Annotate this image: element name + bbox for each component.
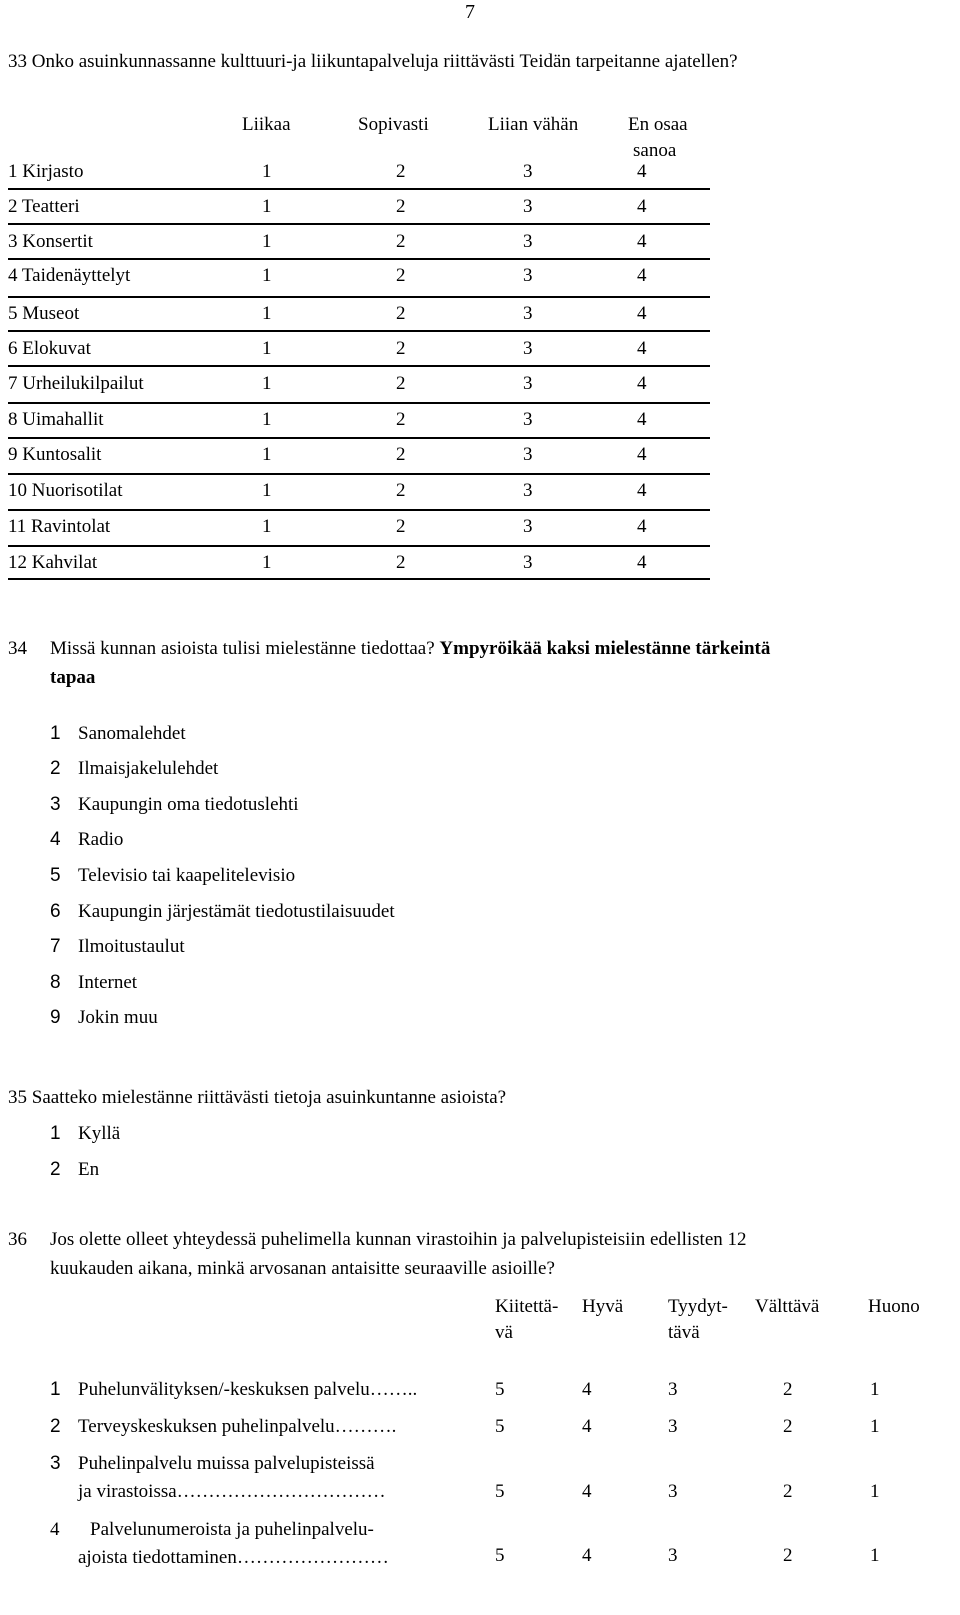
q33-row-value: 4 xyxy=(637,196,647,217)
q33-header-en-osaa: En osaa xyxy=(628,114,688,135)
q33-row-value: 3 xyxy=(523,338,533,359)
q36-header: Tyydyt- xyxy=(668,1296,728,1317)
q33-row-divider xyxy=(8,545,710,547)
q34-question-text: Missä kunnan asioista tulisi mielestänne tiedottaa? xyxy=(50,638,435,659)
q33-row-value: 2 xyxy=(396,303,406,324)
q33-row-label: 8 Uimahallit xyxy=(8,409,104,430)
q36-row-value: 1 xyxy=(870,1416,880,1437)
q33-row-divider xyxy=(8,578,710,580)
q34-option-number: 4 xyxy=(50,829,61,850)
q33-row-value: 2 xyxy=(396,373,406,394)
q33-row-value: 3 xyxy=(523,373,533,394)
q33-row-value: 1 xyxy=(262,516,272,537)
q33-row-value: 2 xyxy=(396,338,406,359)
q33-row-value: 2 xyxy=(396,231,406,252)
q34-number: 34 xyxy=(8,638,27,659)
page-number: 7 xyxy=(465,1,475,23)
q36-row-value: 5 xyxy=(495,1545,505,1566)
q36-row-label: Puhelunvälityksen/-keskuksen palvelu…….. xyxy=(78,1379,418,1400)
q36-header: Kiitettä- xyxy=(495,1296,559,1317)
q34-option-number: 2 xyxy=(50,758,61,779)
q33-row-label: 5 Museot xyxy=(8,303,80,324)
q36-row-value: 4 xyxy=(582,1416,592,1437)
q36-row-label: Terveyskeskuksen puhelinpalvelu………. xyxy=(78,1416,397,1437)
q33-row-value: 4 xyxy=(637,265,647,286)
q36-row-number: 2 xyxy=(50,1416,61,1437)
q36-row-value: 1 xyxy=(870,1545,880,1566)
q33-header-liian-vahan: Liian vähän xyxy=(488,114,579,135)
q33-row-value: 1 xyxy=(262,409,272,430)
q35-option-number: 2 xyxy=(50,1159,61,1180)
q33-row-label: 12 Kahvilat xyxy=(8,552,98,573)
q36-row-value: 4 xyxy=(582,1481,592,1502)
q33-row-value: 2 xyxy=(396,409,406,430)
q36-header: Huono xyxy=(868,1296,920,1317)
q33-row-value: 3 xyxy=(523,161,533,182)
q36-row-value: 2 xyxy=(783,1481,793,1502)
q33-row-divider xyxy=(8,402,710,404)
q34-option-label: Kaupungin oma tiedotuslehti xyxy=(78,794,299,815)
q36-row-value: 5 xyxy=(495,1416,505,1437)
q33-row-label: 9 Kuntosalit xyxy=(8,444,102,465)
q34-option-label: Televisio tai kaapelitelevisio xyxy=(78,865,296,886)
q33-row-value: 2 xyxy=(396,444,406,465)
q35-option-label: Kyllä xyxy=(78,1123,121,1144)
q34-option-label: Ilmaisjakelulehdet xyxy=(78,758,219,779)
q33-row-value: 2 xyxy=(396,196,406,217)
q33-header-sopivasti: Sopivasti xyxy=(358,114,429,135)
q34-question xyxy=(50,639,770,658)
q34-option-label: Kaupungin järjestämät tiedotustilaisuudet xyxy=(78,901,395,922)
q33-row-value: 1 xyxy=(262,444,272,465)
q33-row-value: 3 xyxy=(523,552,533,573)
q33-row-value: 2 xyxy=(396,516,406,537)
q34-option-label: Sanomalehdet xyxy=(78,723,186,744)
q33-row-label: 6 Elokuvat xyxy=(8,338,91,359)
q36-row-number: 1 xyxy=(50,1379,61,1400)
q33-row-value: 2 xyxy=(396,480,406,501)
q33-row-value: 3 xyxy=(523,196,533,217)
q33-row-value: 3 xyxy=(523,231,533,252)
q33-row-divider xyxy=(8,330,710,332)
q36-header-line2: vä xyxy=(495,1322,513,1343)
q33-row-divider xyxy=(8,509,710,511)
q36-row-value: 5 xyxy=(495,1379,505,1400)
q33-header-sanoa: sanoa xyxy=(633,140,677,161)
q33-row-label: 2 Teatteri xyxy=(8,196,80,217)
q33-row-value: 4 xyxy=(637,338,647,359)
q33-row-value: 1 xyxy=(262,161,272,182)
q33-row-value: 1 xyxy=(262,552,272,573)
q33-row-value: 2 xyxy=(396,265,406,286)
q36-row-value: 4 xyxy=(582,1545,592,1566)
q36-row-value: 3 xyxy=(668,1379,678,1400)
q35-option-label: En xyxy=(78,1159,100,1180)
q33-row-value: 2 xyxy=(396,552,406,573)
q36-row-label: Palvelunumeroista ja puhelinpalvelu- xyxy=(90,1519,374,1540)
q36-row-value: 2 xyxy=(783,1379,793,1400)
q33-row-value: 1 xyxy=(262,303,272,324)
q36-row-value: 4 xyxy=(582,1379,592,1400)
q33-row-value: 3 xyxy=(523,480,533,501)
q33-row-value: 4 xyxy=(637,444,647,465)
q36-row-label: Puhelinpalvelu muissa palvelupisteissä xyxy=(78,1453,375,1474)
q36-header: Hyvä xyxy=(582,1296,624,1317)
q33-row-value: 1 xyxy=(262,480,272,501)
q33-row-value: 4 xyxy=(637,161,647,182)
q36-row-value: 3 xyxy=(668,1545,678,1566)
q36-number: 36 xyxy=(8,1229,27,1250)
q33-row-value: 4 xyxy=(637,231,647,252)
q34-instruction: Ympyröikää kaksi mielestänne tärkeintä xyxy=(439,638,771,659)
q33-row-label: 3 Konsertit xyxy=(8,231,93,252)
q36-row-number: 3 xyxy=(50,1453,61,1474)
q33-row-divider xyxy=(8,437,710,439)
q33-row-value: 3 xyxy=(523,516,533,537)
q34-option-number: 1 xyxy=(50,723,61,744)
q36-question-line1: Jos olette olleet yhteydessä puhelimella kunnan virastoihin ja palvelupisteisiin edellisten 12 xyxy=(50,1229,747,1250)
q33-row-value: 4 xyxy=(637,373,647,394)
q33-row-divider xyxy=(8,296,710,298)
q34-option-number: 5 xyxy=(50,865,61,886)
q33-row-label: 4 Taidenäyttelyt xyxy=(8,265,131,286)
q34-option-label: Radio xyxy=(78,829,124,850)
q33-row-value: 1 xyxy=(262,265,272,286)
q35-option-number: 1 xyxy=(50,1123,61,1144)
q34-option-label: Internet xyxy=(78,972,138,993)
q33-row-divider xyxy=(8,365,710,367)
q36-question-line2: kuukauden aikana, minkä arvosanan antaisitte seuraaville asioille? xyxy=(50,1258,555,1279)
q36-row-number: 4 xyxy=(50,1519,60,1540)
q33-row-value: 4 xyxy=(637,516,647,537)
q33-question: 33 Onko asuinkunnassanne kulttuuri-ja liikuntapalveluja riittävästi Teidän tarpeitanne ajatellen? xyxy=(8,51,738,72)
q33-row-divider xyxy=(8,258,710,260)
q36-row-value: 3 xyxy=(668,1416,678,1437)
q33-row-label: 11 Ravintolat xyxy=(8,516,111,537)
q36-header: Välttävä xyxy=(755,1296,820,1317)
q34-option-number: 7 xyxy=(50,936,61,957)
q33-row-value: 1 xyxy=(262,338,272,359)
q35-question: 35 Saatteko mielestänne riittävästi tietoja asuinkuntanne asioista? xyxy=(8,1087,507,1108)
q33-row-value: 4 xyxy=(637,303,647,324)
q33-row-value: 3 xyxy=(523,303,533,324)
q33-row-divider xyxy=(8,188,710,190)
q33-row-divider xyxy=(8,473,710,475)
q33-row-value: 4 xyxy=(637,480,647,501)
q34-option-label: Ilmoitustaulut xyxy=(78,936,185,957)
q34-option-number: 6 xyxy=(50,901,61,922)
q33-row-label: 7 Urheilukilpailut xyxy=(8,373,144,394)
q36-row-value: 1 xyxy=(870,1379,880,1400)
q36-row-value: 2 xyxy=(783,1416,793,1437)
q33-row-value: 1 xyxy=(262,231,272,252)
q33-row-label: 1 Kirjasto xyxy=(8,161,84,182)
q34-option-number: 3 xyxy=(50,794,61,815)
q36-row-value: 3 xyxy=(668,1481,678,1502)
q33-row-value: 3 xyxy=(523,409,533,430)
q34-option-number: 9 xyxy=(50,1007,61,1028)
q36-row-value: 1 xyxy=(870,1481,880,1502)
q36-row-value: 2 xyxy=(783,1545,793,1566)
q36-row-label-line2: ajoista tiedottaminen…………………… xyxy=(78,1547,389,1568)
q36-header-line2: tävä xyxy=(668,1322,700,1343)
q33-row-value: 4 xyxy=(637,552,647,573)
q36-row-label-line2: ja virastoissa…………………………… xyxy=(78,1481,386,1502)
q34-option-number: 8 xyxy=(50,972,61,993)
q33-row-value: 2 xyxy=(396,161,406,182)
q33-row-value: 1 xyxy=(262,196,272,217)
q33-header-liikaa: Liikaa xyxy=(242,114,291,135)
q33-row-value: 3 xyxy=(523,444,533,465)
q33-row-label: 10 Nuorisotilat xyxy=(8,480,123,501)
q33-row-value: 1 xyxy=(262,373,272,394)
q33-row-value: 3 xyxy=(523,265,533,286)
q34-instruction-line2: tapaa xyxy=(50,667,96,688)
q36-row-value: 5 xyxy=(495,1481,505,1502)
q33-row-value: 4 xyxy=(637,409,647,430)
q34-option-label: Jokin muu xyxy=(78,1007,158,1028)
q33-row-divider xyxy=(8,223,710,225)
